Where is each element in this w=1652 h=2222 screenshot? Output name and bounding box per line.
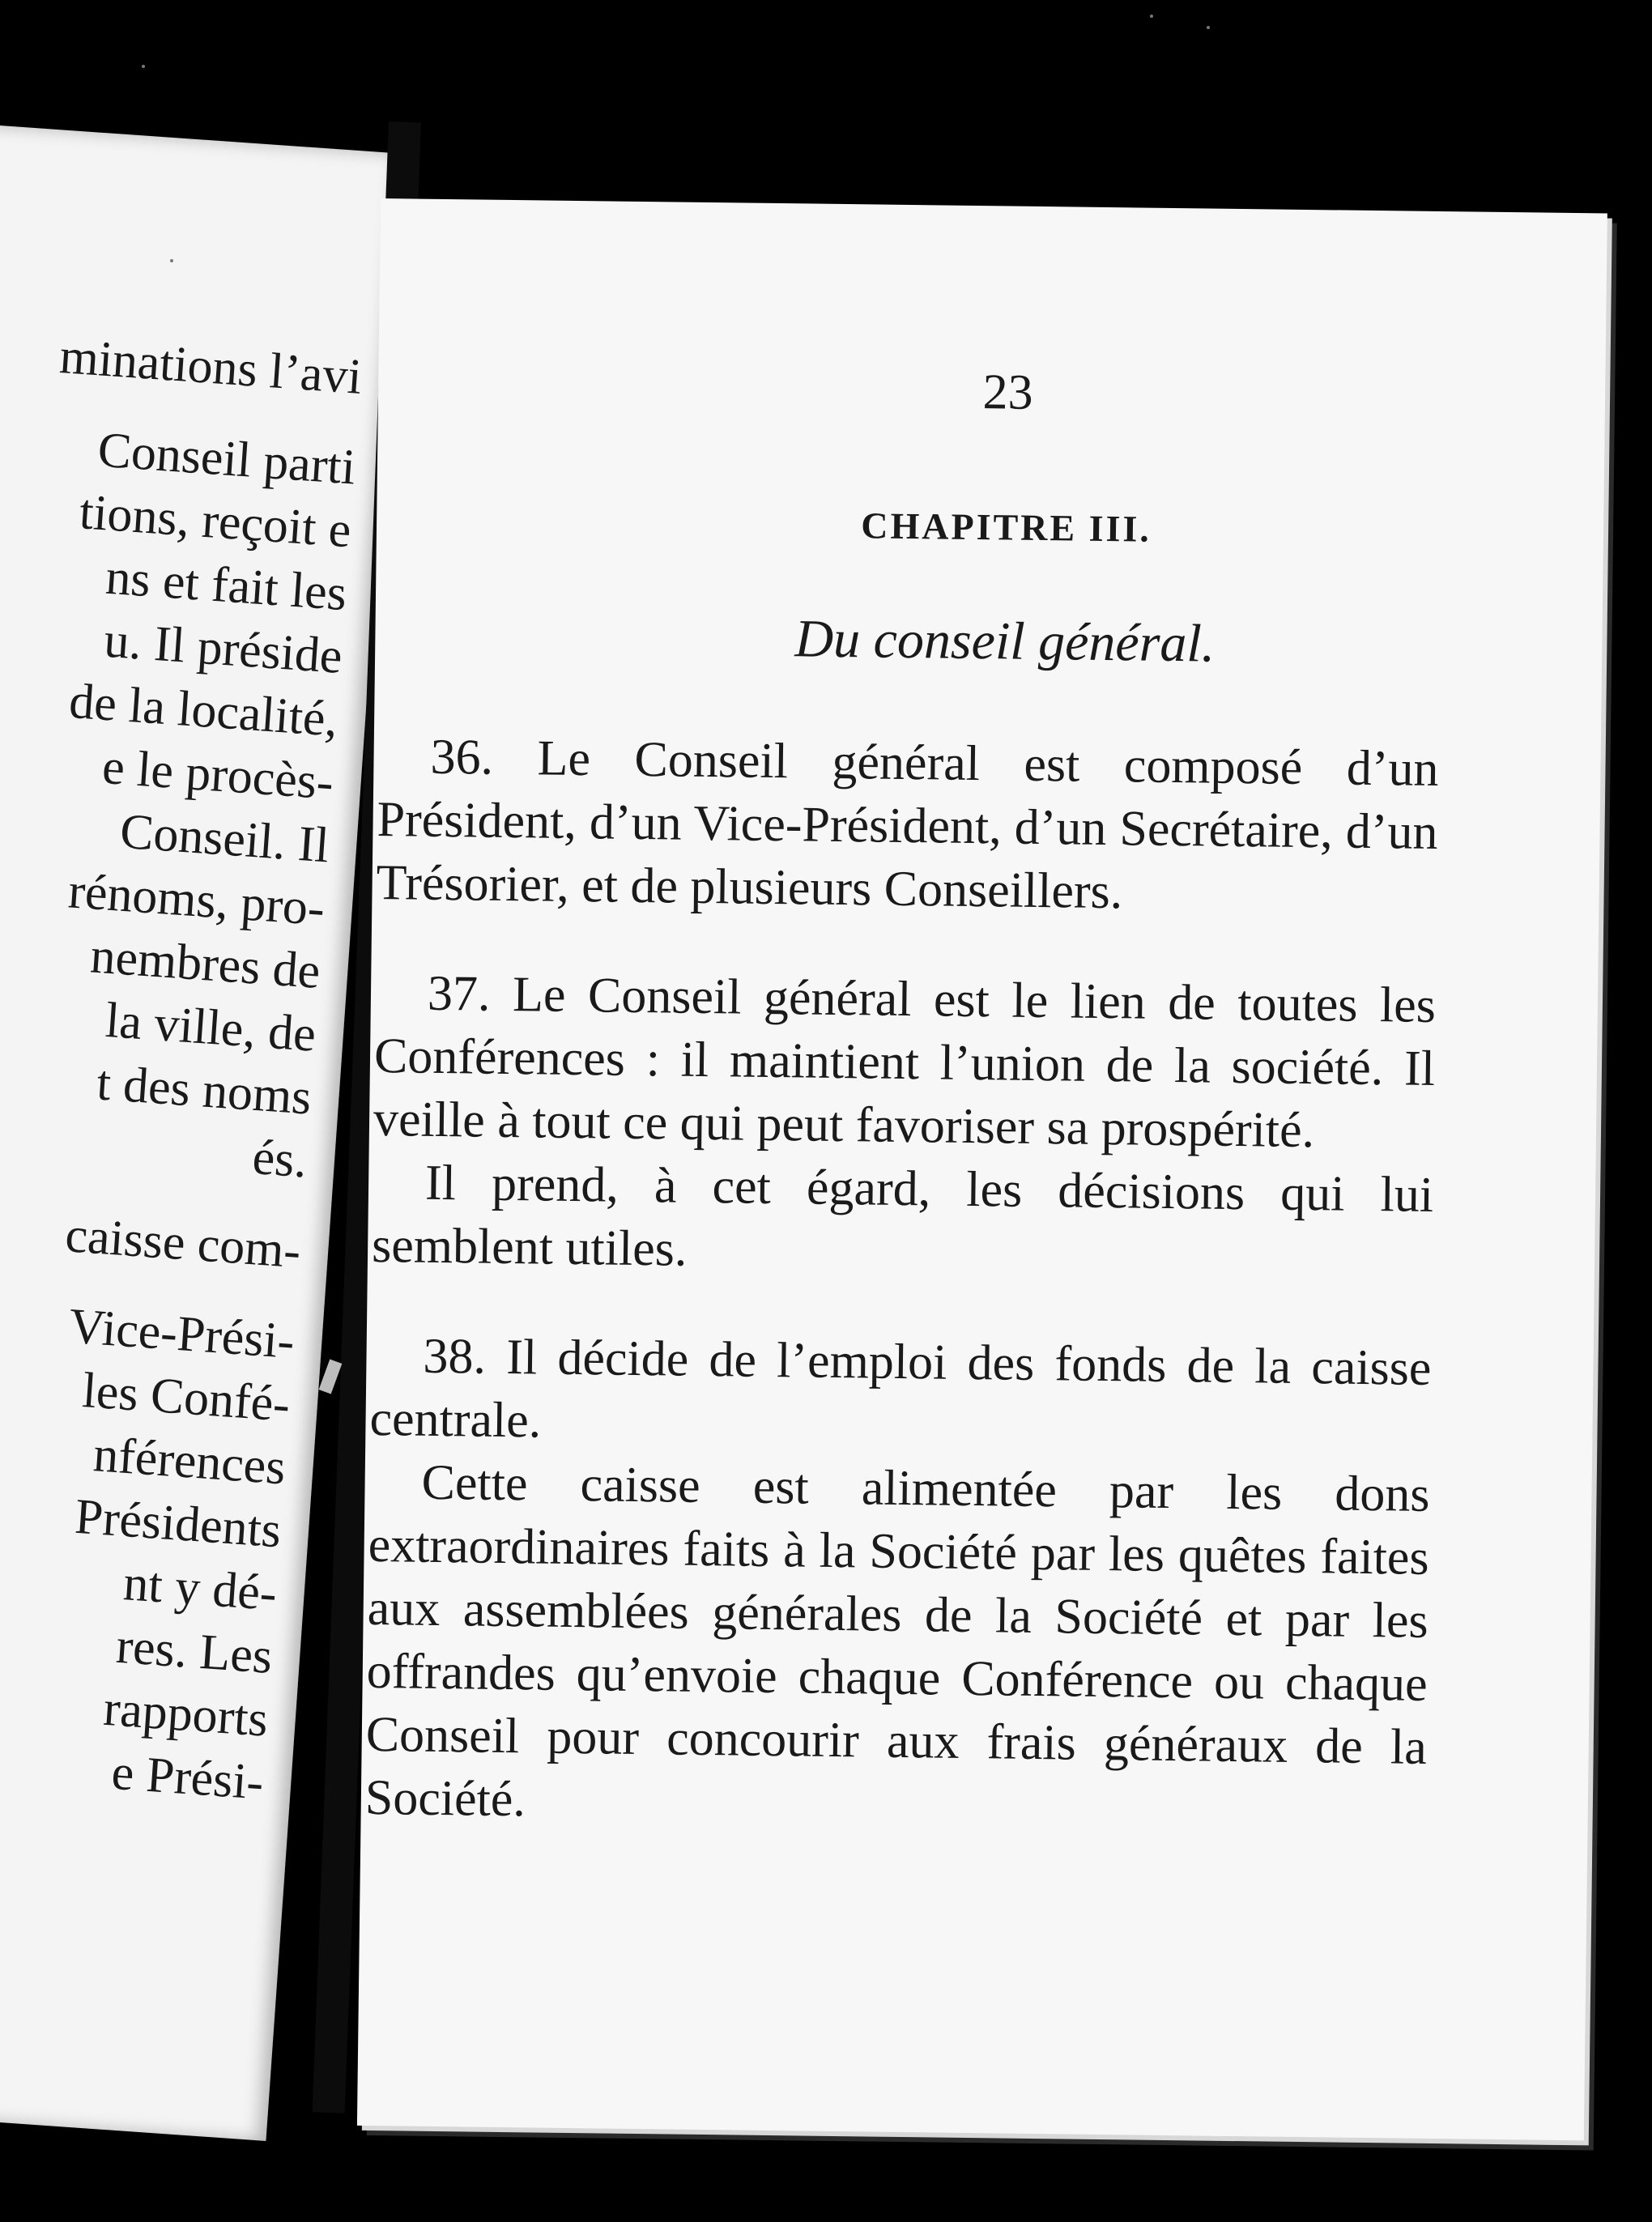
left-page-line: nembres de: [88, 928, 322, 1000]
left-page-line: és.: [250, 1129, 309, 1189]
left-page-text: [0, 317, 375, 1815]
dust-speck: [1207, 26, 1210, 29]
paragraph-article-36: 36. Le Conseil général est composé d’un Président, d’un Vice-Président, d’un Secrétaire, d’un Trésorier, et de plusieurs Conseillers.: [376, 729, 1439, 920]
left-page-line: u. Il préside: [102, 612, 344, 685]
chapter-heading: CHAPITRE III.: [861, 504, 1152, 550]
left-page-line: rapports: [101, 1680, 270, 1747]
left-page-line: tions, reçoit e: [78, 484, 353, 559]
section-title: Du conseil général.: [794, 609, 1216, 674]
left-page-line: e le procès-: [100, 739, 335, 811]
left-page-line: nt y dé-: [121, 1556, 279, 1622]
dust-speck: [170, 259, 173, 262]
left-page-line: nférences: [92, 1427, 287, 1496]
left-page-line: caisse com-: [63, 1207, 303, 1279]
page-blemish: [319, 1359, 343, 1394]
left-page-line: Conseil parti: [96, 422, 358, 496]
body-text: [364, 725, 1439, 1842]
left-page-line: Présidents: [73, 1488, 283, 1559]
paragraph-article-37-continued: Il prend, à cet égard, les décisions qui lui semblent utiles.: [371, 1155, 1434, 1277]
dust-speck: [1150, 15, 1153, 18]
left-page-line: minations l’avi: [57, 328, 364, 405]
paragraph-article-38-continued: Cette caisse est alimentée par les dons extraordinaires faits à la Société par les quêtes faites aux assemblées générales de la Société et par les offrandes qu’envoie chaque Conférence ou chaque Conseil pour concourir aux frais généraux de la Société.: [364, 1454, 1430, 1828]
right-page-content: [357, 198, 1607, 2140]
right-page: [357, 198, 1607, 2140]
left-page-line: ns et fait les: [104, 549, 349, 622]
page-number: 23: [982, 364, 1034, 420]
left-page-line: rénoms, pro-: [66, 863, 327, 937]
left-page-line: e Prési-: [109, 1744, 266, 1811]
left-page-line: Vice-Prési-: [67, 1298, 296, 1369]
dust-speck: [142, 65, 145, 68]
left-page-line: Conseil. Il: [118, 803, 331, 874]
left-page-line: les Confé-: [80, 1363, 292, 1432]
left-page-line: la ville, de: [104, 992, 318, 1062]
paragraph-article-37: 37. Le Conseil général est le lien de toutes les Conférences : il maintient l’union de la société. Il veille à tout ce qui peut favoriser sa prospérité.: [373, 965, 1437, 1159]
left-page-line: de la localité,: [67, 673, 340, 747]
left-page-line: t des noms: [95, 1055, 313, 1126]
paragraph-article-38: 38. Il décide de l’emploi des fonds de la caisse centrale.: [369, 1328, 1432, 1449]
left-page-line: res. Les: [114, 1618, 275, 1685]
